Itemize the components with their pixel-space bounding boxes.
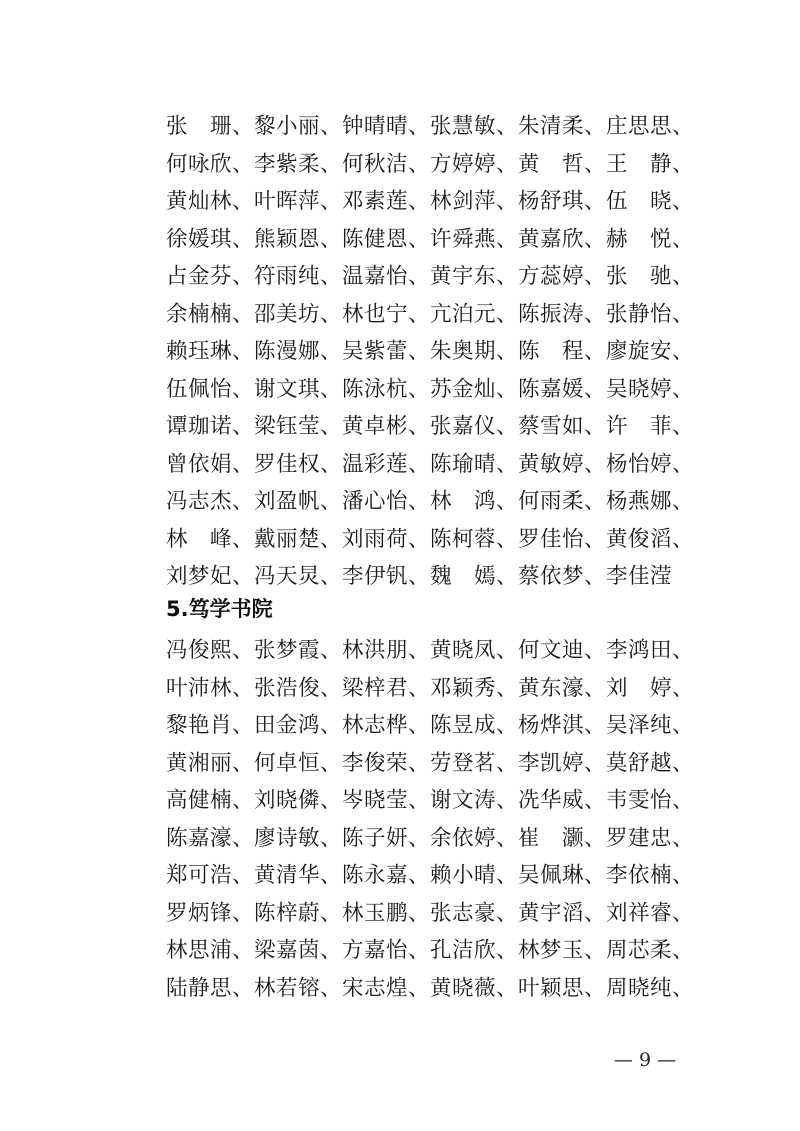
name-list-line: 冯志杰、刘盈帆、潘心怡、林 鸿、何雨柔、杨燕娜、 xyxy=(166,489,695,514)
name-list-line: 占金芬、符雨纯、温嘉怡、黄宇东、方蕊婷、张 驰、 xyxy=(166,264,695,289)
name-list-section-4 xyxy=(166,108,695,596)
name-list-line: 张 珊、黎小丽、钟晴晴、张慧敏、朱清柔、庄思思、 xyxy=(166,114,695,139)
name-list-line: 罗炳锋、陈梓蔚、林玉鹏、张志豪、黄宇滔、刘祥睿、 xyxy=(166,900,695,926)
name-list-line: 林 峰、戴丽楚、刘雨荷、陈柯蓉、罗佳怡、黄俊滔、 xyxy=(166,526,695,552)
name-list-line: 曾依娟、罗佳权、温彩莲、陈瑜晴、黄敏婷、杨怡婷、 xyxy=(166,451,695,477)
name-list-line: 高健楠、刘晓僯、岑晓莹、谢文涛、冼华威、韦雯怡、 xyxy=(166,788,695,813)
section-heading: 5.笃学书院 xyxy=(166,597,273,621)
name-list-line: 黄灿林、叶晖萍、邓素莲、林剑萍、杨舒琪、伍 晓、 xyxy=(166,189,695,214)
name-list-line: 何咏欣、李紫柔、何秋洁、方婷婷、黄 哲、王 静、 xyxy=(166,151,695,177)
name-list-line: 陆静思、林若镕、宋志煌、黄晓薇、叶颖思、周晓纯、 xyxy=(166,975,695,1001)
name-list-line: 陈嘉濠、廖诗敏、陈子妍、余依婷、崔 灏、罗建忠、 xyxy=(166,825,695,851)
name-list-line: 林思浦、梁嘉茵、方嘉怡、孔洁欣、林梦玉、周芯柔、 xyxy=(166,938,695,963)
name-list-line: 冯俊熙、张梦霞、林洪朋、黄晓凤、何文迪、李鸿田、 xyxy=(166,638,695,663)
name-list-line: 叶沛林、张浩俊、梁梓君、邓颖秀、黄东濠、刘 婷、 xyxy=(166,675,695,701)
name-list-line: 黎艳肖、田金鸿、林志桦、陈昱成、杨烨淇、吴泽纯、 xyxy=(166,713,695,738)
name-list-line: 郑可浩、黄清华、陈永嘉、赖小晴、吴佩琳、李依楠、 xyxy=(166,863,695,888)
name-list-section-5 xyxy=(166,632,695,1007)
page-number: — 9 — xyxy=(613,1049,677,1071)
name-list-line: 谭珈诺、梁钰莹、黄卓彬、张嘉仪、蔡雪如、许 菲、 xyxy=(166,414,695,439)
name-list-line: 刘梦妃、冯天炅、李伊钒、魏 嫣、蔡依梦、李佳滢 xyxy=(166,564,673,589)
name-list-line: 赖珏琳、陈漫娜、吴紫蕾、朱奥期、陈 程、廖旋安、 xyxy=(166,339,695,364)
name-list-line: 黄湘丽、何卓恒、李俊荣、劳登茗、李凯婷、莫舒越、 xyxy=(166,750,695,776)
name-list-line: 余楠楠、邵美坊、林也宁、亢泊元、陈振涛、张静怡、 xyxy=(166,301,695,327)
name-list-line: 伍佩怡、谢文琪、陈泳杭、苏金灿、陈嘉媛、吴晓婷、 xyxy=(166,376,695,402)
name-list-line: 徐媛琪、熊颖恩、陈健恩、许舜燕、黄嘉欣、赫 悦、 xyxy=(166,226,695,252)
